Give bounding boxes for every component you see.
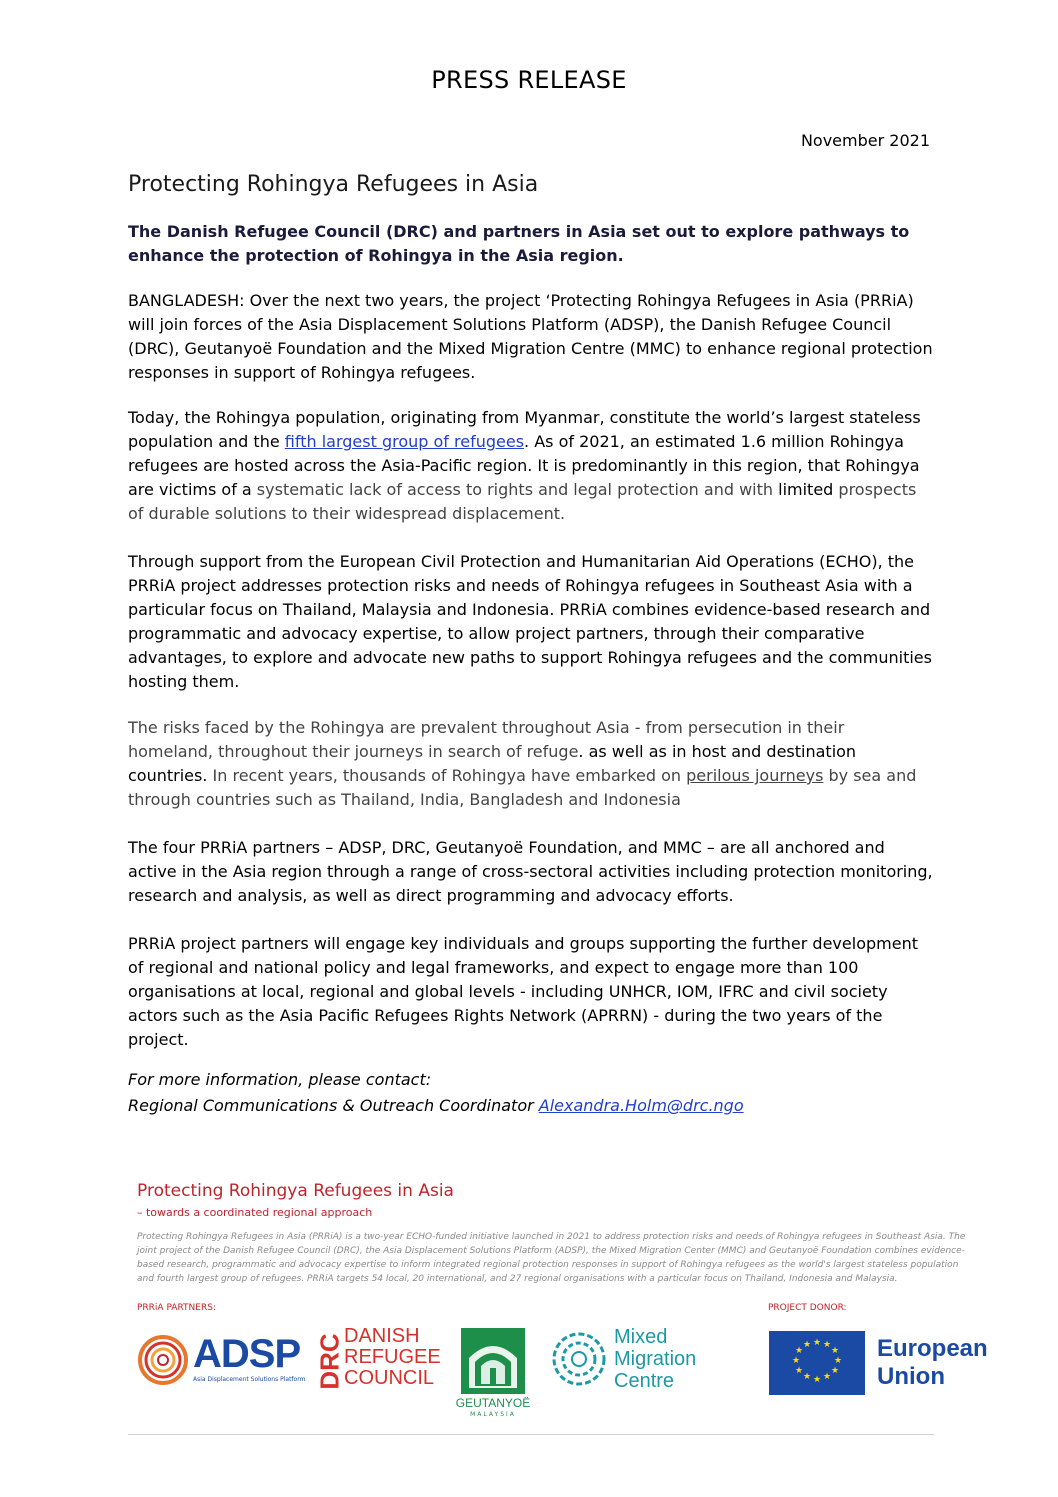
eu-wordmark — [877, 1335, 988, 1391]
partners-label: PRRiA PARTNERS: — [137, 1303, 216, 1313]
mmc-line-1: Mixed — [614, 1326, 668, 1348]
contact-intro: For more information, please contact: — [128, 1070, 432, 1089]
drc-line-1: DANISH — [344, 1325, 420, 1347]
geutanyoe-country: MALAYSIA — [470, 1411, 516, 1418]
adsp-logo — [137, 1330, 307, 1390]
mmc-wordmark — [614, 1326, 696, 1392]
paragraph-2-text-d: limited — [778, 480, 834, 499]
svg-text:★: ★ — [830, 1346, 840, 1356]
contact-role — [128, 1093, 744, 1119]
donor-label: PROJECT DONOR: — [768, 1303, 847, 1313]
svg-text:★: ★ — [802, 1340, 812, 1350]
paragraph-6: PRRiA project partners will engage key individuals and groups supporting the further development of regional and national policy and legal frameworks, and expect to engage more than 100 organisations at local, regional and global levels - including UNHCR, IOM, IFRC and civil society actors such as the Asia Pacific Refugees Rights Network (APRRN) - during the two years of the project. — [128, 934, 918, 1049]
paragraph-1: BANGLADESH: Over the next two years, the project ‘Protecting Rohingya Refugees in Asia (PRRiA) will join forces of the Asia Displacement Solutions Platform (ADSP), the Danish Refugee Council (DRC), Geutanyoë Foundation and the Mixed Migration Centre (MMC) to enhance regional protection responses in support of Rohingya refugees. — [128, 291, 933, 382]
footer-title: Protecting Rohingya Refugees in Asia — [137, 1181, 454, 1201]
drc-line-2: REFUGEE — [344, 1346, 441, 1368]
svg-text:★: ★ — [791, 1356, 801, 1366]
svg-text:★: ★ — [822, 1340, 832, 1350]
mmc-line-3: Centre — [614, 1370, 675, 1392]
svg-text:★: ★ — [812, 1375, 822, 1385]
paragraph-4-text-d: In recent years, thousands of Rohingya have embarked on — [207, 766, 687, 785]
perilous-journeys-link[interactable]: perilous journeys — [686, 766, 824, 785]
lead-paragraph: The Danish Refugee Council (DRC) and partners in Asia set out to explore pathways to enhance the protection of Rohingya in the Asia region. — [128, 222, 910, 265]
paragraph-2-text-e: prospects of durable solutions to their widespread displacement. — [128, 480, 917, 523]
drc-logo — [316, 1326, 441, 1392]
svg-text:★: ★ — [822, 1372, 832, 1382]
release-date: November 2021 — [800, 131, 930, 150]
svg-text:★: ★ — [812, 1338, 822, 1348]
paragraph-5: The four PRRiA partners – ADSP, DRC, Geutanyoë Foundation, and MMC – are all anchored and active in the Asia region through a range of cross-sectoral activities including protection monitoring, research and analysis, as well as direct programming and advocacy efforts. — [128, 838, 933, 905]
eu-logo — [769, 1331, 999, 1397]
paragraph-3: Through support from the European Civil Protection and Humanitarian Aid Operations (ECHO), the PRRiA project addresses protection risks and needs of Rohingya refugees in Southeast Asia with a particular focus on Thailand, Malaysia and Indonesia. PRRiA combines evidence-based research and programmatic and advocacy expertise, to allow project partners, through their comparative advantages, to explore and advocate new paths to support Rohingya refugees and the communities hosting them. — [128, 552, 932, 691]
paragraph-2 — [128, 406, 934, 526]
drc-mark: DRC — [314, 1333, 345, 1390]
contact-email-link[interactable]: Alexandra.Holm@drc.ngo — [538, 1096, 744, 1115]
adsp-ring-icon — [137, 1334, 189, 1386]
mmc-logo — [550, 1326, 720, 1392]
contact-role-text: Regional Communications & Outreach Coordinator — [128, 1096, 539, 1115]
eu-flag-icon — [769, 1331, 865, 1395]
adsp-wordmark: ADSP — [193, 1332, 301, 1376]
paragraph-2-text-c: systematic lack of access to rights and legal protection and with — [256, 480, 779, 499]
paragraph-4-text-b: , throughout their journeys in search of refuge — [207, 742, 579, 761]
adsp-subtitle: Asia Displacement Solutions Platform — [193, 1376, 306, 1383]
mmc-globe-icon — [550, 1330, 608, 1388]
drc-wordmark — [344, 1326, 441, 1389]
eu-line-1: European — [877, 1335, 988, 1362]
fifth-largest-group-link[interactable]: fifth largest group of refugees — [284, 432, 525, 451]
svg-text:★: ★ — [833, 1356, 843, 1366]
svg-text:★: ★ — [794, 1346, 804, 1356]
footer-subtitle: – towards a coordinated regional approach — [137, 1206, 373, 1219]
geutanyoe-emblem-icon — [461, 1328, 525, 1394]
contact-block — [128, 1067, 744, 1119]
eu-line-2: Union — [877, 1363, 945, 1390]
geutanyoe-wordmark: GEUTANYOË — [455, 1396, 531, 1410]
paragraph-4-text-e: by sea and through countries such as Thailand, India, Bangladesh and Indonesia — [128, 766, 917, 809]
footer-divider — [128, 1434, 934, 1435]
paragraph-4-text-c: . as well as in host and destination countries. — [128, 742, 857, 785]
mmc-line-2: Migration — [614, 1348, 697, 1370]
paragraph-2-text-a: Today, the Rohingya population, originating from Myanmar, constitute the world’s largest stateless population and the — [128, 408, 921, 451]
document-title: Protecting Rohingya Refugees in Asia — [128, 172, 539, 197]
press-release-label: PRESS RELEASE — [431, 66, 627, 94]
drc-line-3: COUNCIL — [344, 1367, 435, 1389]
svg-text:★: ★ — [794, 1366, 804, 1376]
footer-description: Protecting Rohingya Refugees in Asia (PRRiA) is a two-year ECHO-funded initiative launched in 2021 to address protection risks and needs of Rohingya refugees in Southeast Asia. The joint project of the Danish Refugee Council (DRC), the Asia Displacement Solutions Platform (ADSP), the Mixed Migration Center (MMC) and Geutanyoë Foundation combines evidence-based research, programmatic and advocacy expertise to inform integrated regional protection responses in support of Rohingya refugees as the world's largest stateless population and fourth largest group of refugees. PRRiA targets 54 local, 20 international, and 27 regional organisations with a particular focus on Thailand, Indonesia and Malaysia. — [137, 1232, 966, 1284]
svg-text:★: ★ — [802, 1372, 812, 1382]
svg-text:★: ★ — [830, 1366, 840, 1376]
paragraph-4 — [128, 716, 934, 812]
geutanyoe-logo — [443, 1328, 543, 1418]
paragraph-2-text-b: . As of 2021, an estimated 1.6 million Rohingya refugees are hosted across the Asia-Pacific region. It is predominantly in this region, that Rohingya are victims of a — [128, 432, 920, 499]
paragraph-4-text-a: The risks faced by the Rohingya are prevalent throughout Asia - from persecution in their homeland — [128, 718, 845, 761]
